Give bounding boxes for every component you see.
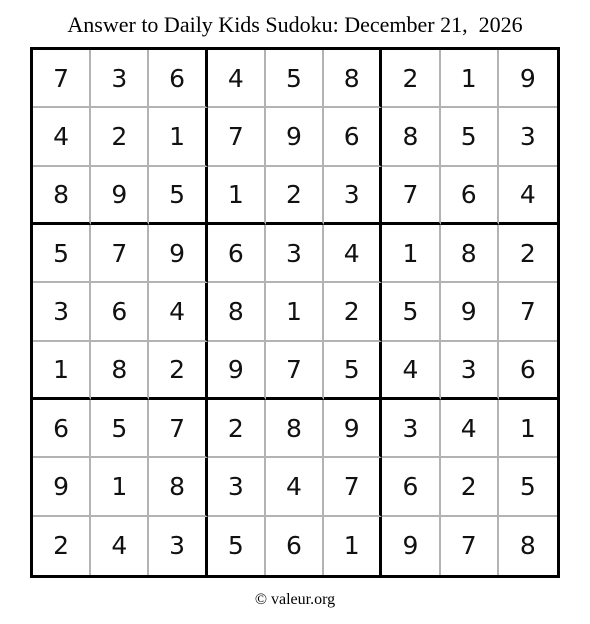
sudoku-cell-r1-c3[interactable]: 6 <box>149 50 207 108</box>
sudoku-cell-r9-c4[interactable]: 5 <box>208 517 266 575</box>
sudoku-cell-r6-c5[interactable]: 7 <box>266 342 324 400</box>
sudoku-cell-r3-c6[interactable]: 3 <box>324 167 382 225</box>
sudoku-cell-r5-c9[interactable]: 7 <box>499 283 557 341</box>
sudoku-cell-r6-c3[interactable]: 2 <box>149 342 207 400</box>
sudoku-cell-r9-c5[interactable]: 6 <box>266 517 324 575</box>
sudoku-cell-r9-c8[interactable]: 7 <box>441 517 499 575</box>
sudoku-cell-r7-c7[interactable]: 3 <box>382 400 440 458</box>
sudoku-cell-r6-c4[interactable]: 9 <box>208 342 266 400</box>
sudoku-cell-r1-c6[interactable]: 8 <box>324 50 382 108</box>
sudoku-cell-r7-c5[interactable]: 8 <box>266 400 324 458</box>
sudoku-cell-r9-c1[interactable]: 2 <box>33 517 91 575</box>
sudoku-cell-r4-c8[interactable]: 8 <box>441 225 499 283</box>
sudoku-cell-r2-c7[interactable]: 8 <box>382 108 440 166</box>
sudoku-cell-r3-c3[interactable]: 5 <box>149 167 207 225</box>
sudoku-cell-r8-c8[interactable]: 2 <box>441 458 499 516</box>
sudoku-cell-r5-c6[interactable]: 2 <box>324 283 382 341</box>
sudoku-cell-r2-c1[interactable]: 4 <box>33 108 91 166</box>
sudoku-cell-r1-c7[interactable]: 2 <box>382 50 440 108</box>
sudoku-cell-r8-c2[interactable]: 1 <box>91 458 149 516</box>
sudoku-cell-r6-c2[interactable]: 8 <box>91 342 149 400</box>
copyright-footer: © valeur.org <box>254 591 336 608</box>
sudoku-cell-r7-c6[interactable]: 9 <box>324 400 382 458</box>
sudoku-cell-r5-c1[interactable]: 3 <box>33 283 91 341</box>
sudoku-cell-r8-c4[interactable]: 3 <box>208 458 266 516</box>
sudoku-cell-r3-c4[interactable]: 1 <box>208 167 266 225</box>
sudoku-cell-r3-c9[interactable]: 4 <box>499 167 557 225</box>
sudoku-cell-r8-c5[interactable]: 4 <box>266 458 324 516</box>
sudoku-cell-r4-c4[interactable]: 6 <box>208 225 266 283</box>
sudoku-cell-r1-c8[interactable]: 1 <box>441 50 499 108</box>
sudoku-cell-r5-c3[interactable]: 4 <box>149 283 207 341</box>
sudoku-cell-r9-c9[interactable]: 8 <box>519 531 536 561</box>
sudoku-cell-r6-c9[interactable]: 6 <box>499 342 557 400</box>
sudoku-cell-r2-c4[interactable]: 7 <box>208 108 266 166</box>
sudoku-cell-r2-c6[interactable]: 6 <box>324 108 382 166</box>
sudoku-cell-r7-c4[interactable]: 2 <box>208 400 266 458</box>
sudoku-cell-r4-c5[interactable]: 3 <box>266 225 324 283</box>
sudoku-cell-r3-c5[interactable]: 2 <box>266 167 324 225</box>
sudoku-cell-r8-c1[interactable]: 9 <box>33 458 91 516</box>
sudoku-cell-r4-c1[interactable]: 5 <box>33 225 91 283</box>
sudoku-cell-r8-c7[interactable]: 6 <box>382 458 440 516</box>
sudoku-cell-r7-c1[interactable]: 6 <box>33 400 91 458</box>
sudoku-cell-r4-c2[interactable]: 7 <box>91 225 149 283</box>
sudoku-cell-r6-c1[interactable]: 1 <box>33 342 91 400</box>
sudoku-cell-r6-c7[interactable]: 4 <box>382 342 440 400</box>
sudoku-cell-r1-c9[interactable]: 9 <box>499 50 557 108</box>
sudoku-cell-r8-c6[interactable]: 7 <box>324 458 382 516</box>
sudoku-cell-r5-c7[interactable]: 5 <box>382 283 440 341</box>
sudoku-cell-r8-c9[interactable]: 5 <box>499 458 557 516</box>
sudoku-cell-r2-c8[interactable]: 5 <box>441 108 499 166</box>
sudoku-cell-r4-c9[interactable]: 2 <box>499 225 557 283</box>
sudoku-board <box>30 47 560 578</box>
sudoku-cell-r8-c3[interactable]: 8 <box>149 458 207 516</box>
sudoku-cell-r4-c3[interactable]: 9 <box>149 225 207 283</box>
sudoku-cell-r2-c3[interactable]: 1 <box>149 108 207 166</box>
sudoku-cell-r3-c1[interactable]: 8 <box>33 167 91 225</box>
sudoku-cell-r3-c2[interactable]: 9 <box>91 167 149 225</box>
sudoku-cell-r7-c2[interactable]: 5 <box>91 400 149 458</box>
sudoku-cell-r1-c5[interactable]: 5 <box>266 50 324 108</box>
sudoku-cell-r4-c7[interactable]: 1 <box>382 225 440 283</box>
sudoku-cell-r1-c4[interactable]: 4 <box>208 50 266 108</box>
sudoku-cell-r4-c6[interactable]: 4 <box>324 225 382 283</box>
sudoku-cell-r1-c2[interactable]: 3 <box>91 50 149 108</box>
sudoku-cell-r9-c7[interactable]: 9 <box>382 517 440 575</box>
sudoku-cell-r7-c3[interactable]: 7 <box>149 400 207 458</box>
sudoku-cell-r2-c5[interactable]: 9 <box>266 108 324 166</box>
sudoku-cell-r9-c3[interactable]: 3 <box>149 517 207 575</box>
sudoku-cell-r6-c8[interactable]: 3 <box>441 342 499 400</box>
sudoku-cell-r9-c2[interactable]: 4 <box>91 517 149 575</box>
sudoku-cell-r5-c8[interactable]: 9 <box>441 283 499 341</box>
sudoku-cell-r5-c4[interactable]: 8 <box>208 283 266 341</box>
sudoku-cell-r2-c9[interactable]: 3 <box>499 108 557 166</box>
sudoku-cell-r5-c5[interactable]: 1 <box>266 283 324 341</box>
sudoku-cell-r5-c2[interactable]: 6 <box>91 283 149 341</box>
sudoku-cell-r1-c1[interactable]: 7 <box>33 50 91 108</box>
page-title: Answer to Daily Kids Sudoku: December 21, 2026 <box>67 12 523 37</box>
sudoku-cell-r6-c6[interactable]: 5 <box>324 342 382 400</box>
sudoku-cell-r2-c2[interactable]: 2 <box>91 108 149 166</box>
sudoku-cell-r3-c8[interactable]: 6 <box>441 167 499 225</box>
sudoku-cell-r7-c8[interactable]: 4 <box>441 400 499 458</box>
sudoku-cell-r9-c6[interactable]: 1 <box>324 517 382 575</box>
sudoku-cell-r7-c9[interactable]: 1 <box>499 400 557 458</box>
sudoku-cell-r3-c7[interactable]: 7 <box>382 167 440 225</box>
